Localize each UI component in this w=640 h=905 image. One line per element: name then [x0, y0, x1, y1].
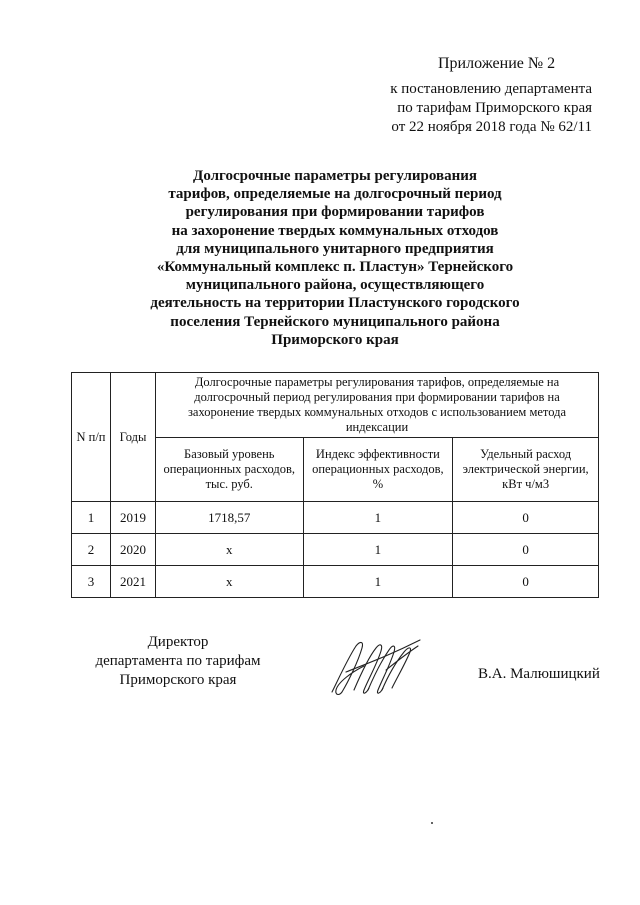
cell-year: 2020 — [111, 534, 156, 566]
table-row — [72, 534, 599, 566]
parameters-table — [71, 372, 599, 598]
title-line: «Коммунальный комплекс п. Пластун» Тернейского — [156, 259, 514, 276]
title-line: на захоронение твердых коммунальных отходов — [171, 222, 499, 239]
header-efficiency-index: Индекс эффективности операционных расходов, % — [303, 438, 453, 502]
title-line: деятельность на территории Пластунского городского — [150, 295, 520, 312]
director-title — [88, 633, 268, 690]
director-line: Приморского края — [119, 672, 237, 688]
header-group: Долгосрочные параметры регулирования тарифов, определяемые на долгосрочный период регулирования при формировании тарифов на захоронение твердых коммунальных отходов с использованием метода индексации — [156, 373, 599, 438]
scan-speck — [431, 822, 433, 824]
title-line: муниципального района, осуществляющего — [185, 277, 485, 294]
cell-efficiency-index: 1 — [303, 534, 453, 566]
appendix-reference — [332, 80, 592, 137]
cell-number: 3 — [72, 566, 111, 598]
cell-efficiency-index: 1 — [303, 566, 453, 598]
header-energy-consumption: Удельный расход электрической энергии, кВт ч/м3 — [453, 438, 599, 502]
title-line: Приморского края — [271, 331, 399, 348]
title-line: тарифов, определяемые на долгосрочный период — [168, 186, 502, 203]
cell-energy: 0 — [453, 566, 599, 598]
cell-energy: 0 — [453, 534, 599, 566]
appendix-line: от 22 ноября 2018 года № 62/11 — [391, 119, 592, 135]
title-line: для муниципального унитарного предприятия — [176, 240, 494, 257]
title-line: регулирования при формировании тарифов — [185, 204, 485, 221]
appendix-title: Приложение № 2 — [438, 55, 556, 72]
signer-name: В.А. Малюшицкий — [478, 666, 600, 682]
table-row — [72, 566, 599, 598]
cell-efficiency-index: 1 — [303, 502, 453, 534]
handwritten-signature — [326, 632, 426, 702]
document-title — [110, 167, 560, 349]
cell-base-costs: х — [156, 534, 304, 566]
director-line: департамента по тарифам — [95, 653, 261, 669]
director-line: Директор — [147, 634, 209, 650]
cell-number: 2 — [72, 534, 111, 566]
cell-number: 1 — [72, 502, 111, 534]
appendix-line: по тарифам Приморского края — [397, 100, 592, 116]
cell-energy: 0 — [453, 502, 599, 534]
cell-base-costs: х — [156, 566, 304, 598]
title-line: поселения Тернейского муниципального района — [170, 313, 500, 330]
table-row — [72, 502, 599, 534]
appendix-line: к постановлению департамента — [390, 81, 592, 97]
table-header-row — [72, 373, 599, 438]
cell-year: 2021 — [111, 566, 156, 598]
title-line: Долгосрочные параметры регулирования — [193, 168, 477, 184]
cell-year: 2019 — [111, 502, 156, 534]
header-years: Годы — [111, 373, 156, 502]
header-number: N п/п — [72, 373, 111, 502]
header-base-costs: Базовый уровень операционных расходов, тыс. руб. — [156, 438, 304, 502]
cell-base-costs: 1718,57 — [156, 502, 304, 534]
